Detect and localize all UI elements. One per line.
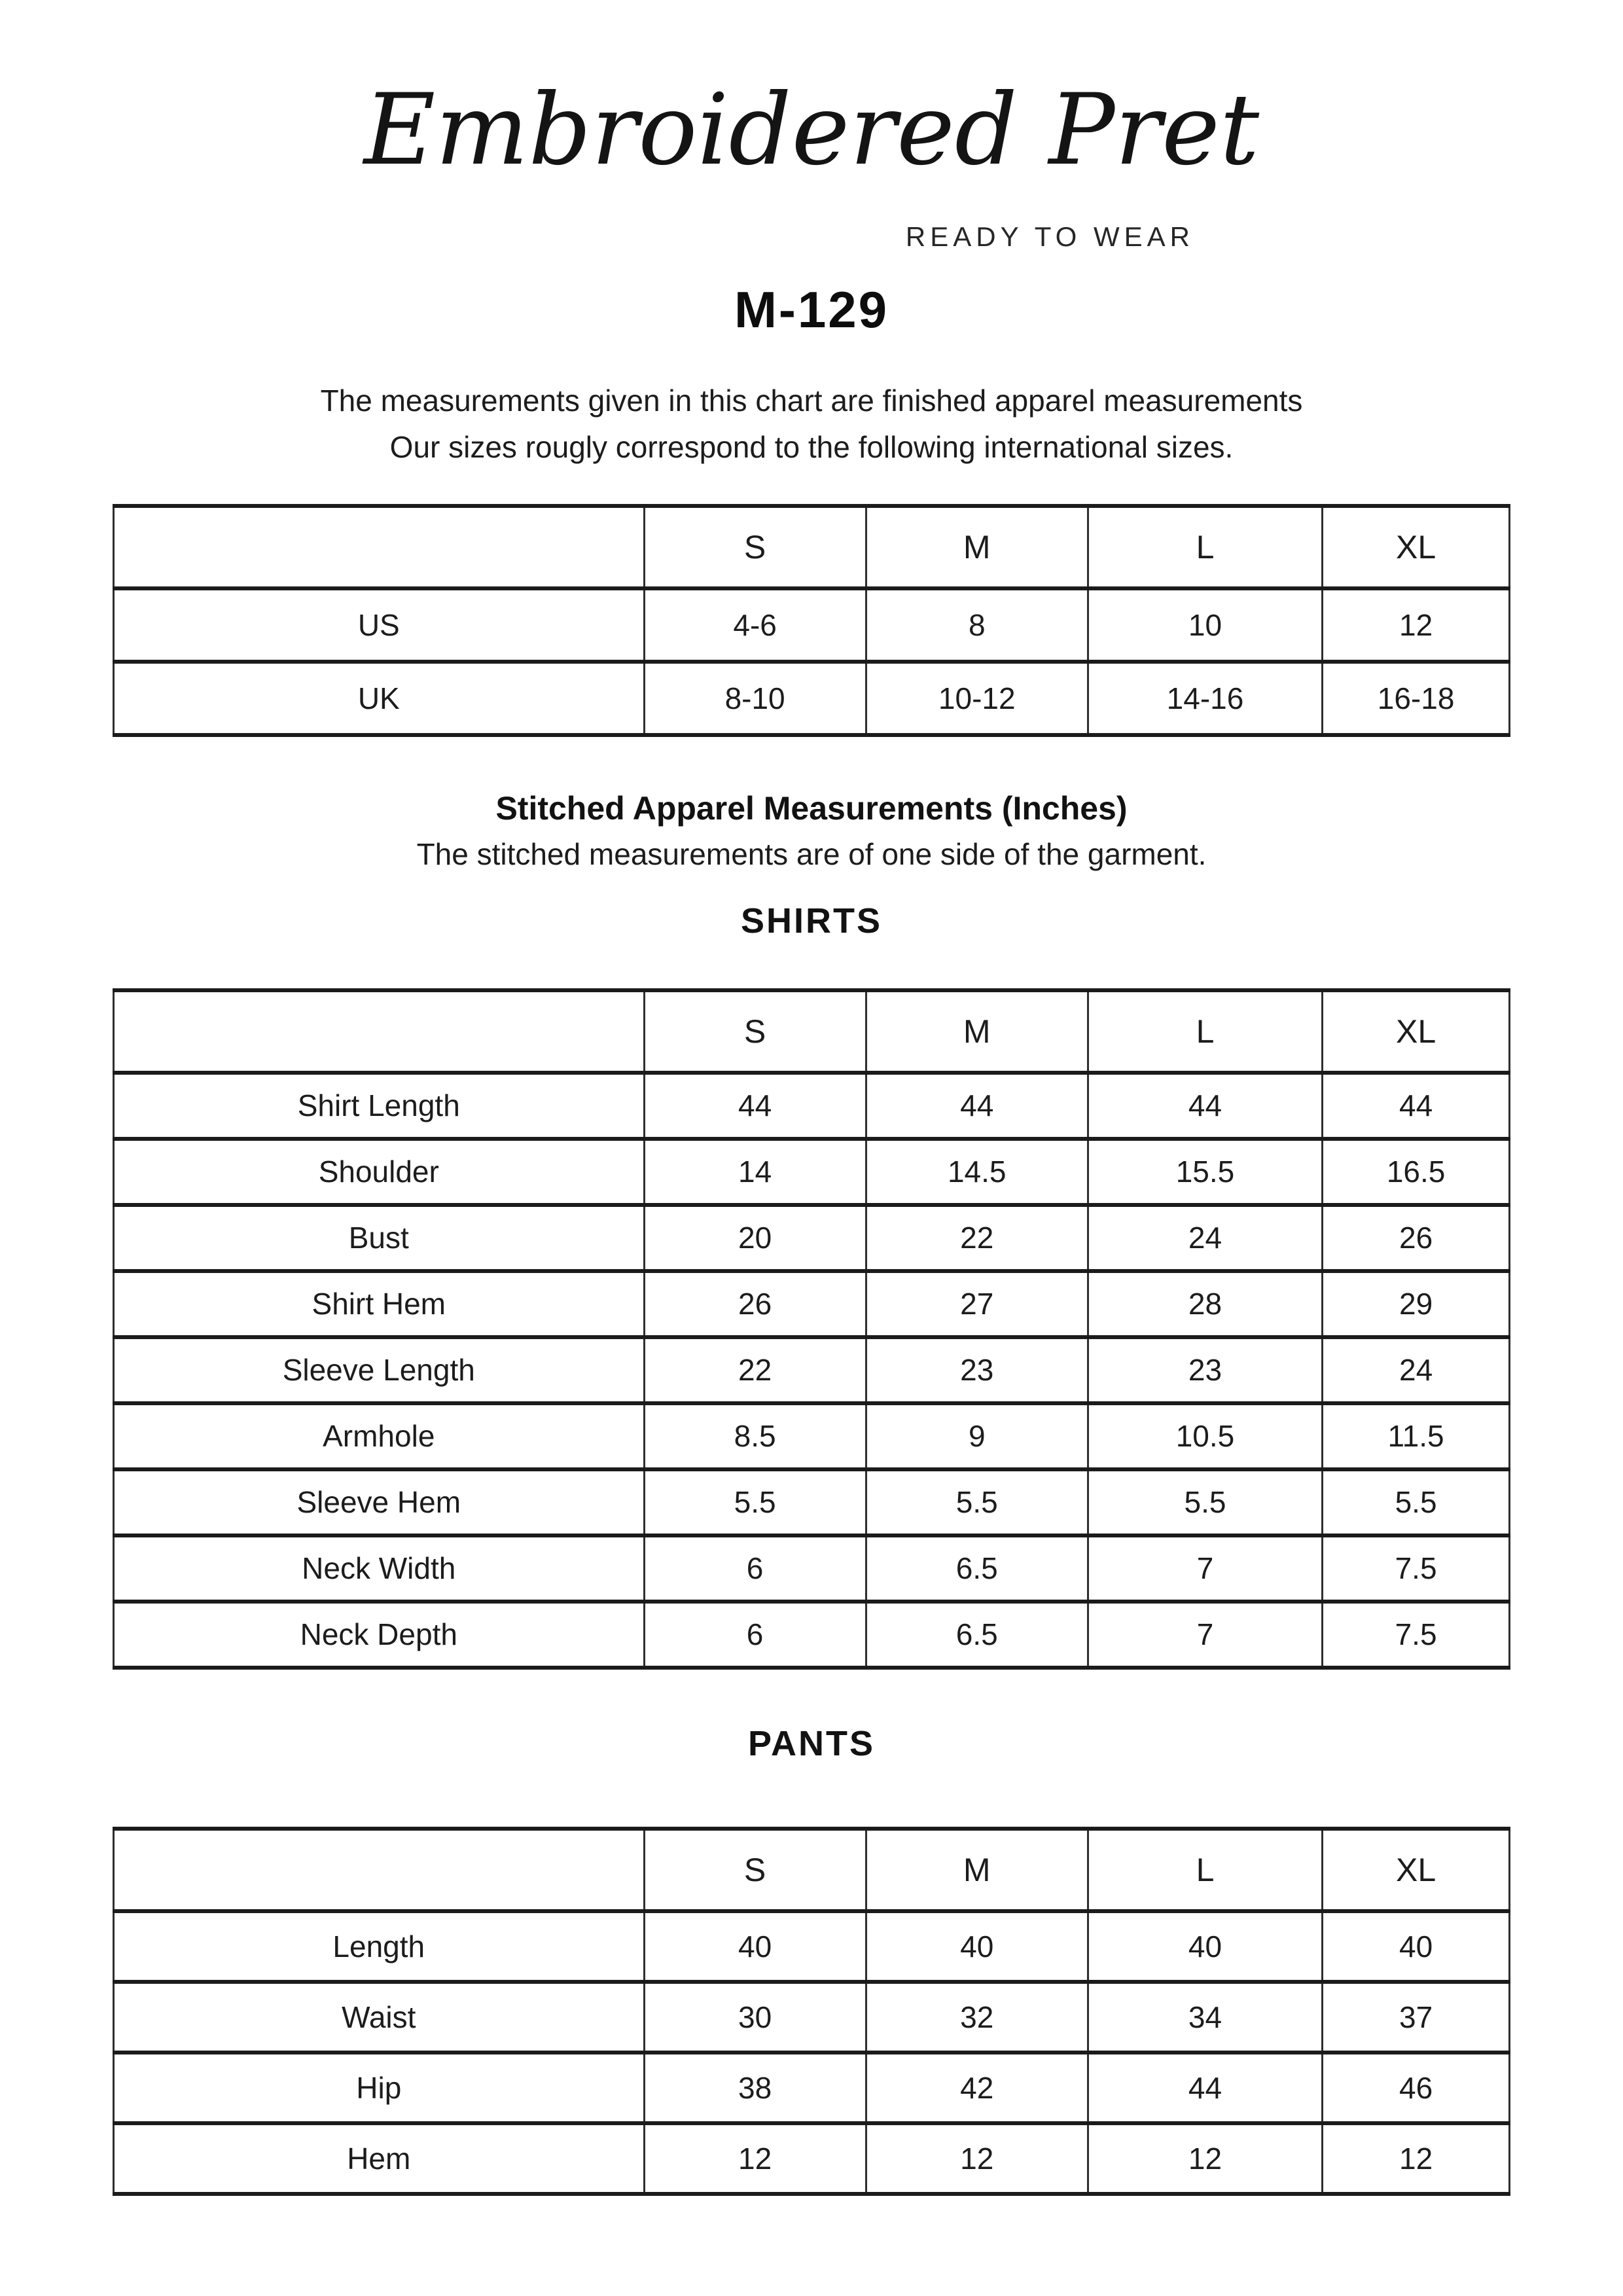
size-value-cell: 40 xyxy=(1323,1911,1510,1982)
size-value-cell: 40 xyxy=(1088,1911,1322,1982)
row-label: Hip xyxy=(114,2053,645,2123)
size-value-cell: 28 xyxy=(1088,1271,1322,1337)
size-value-cell: 22 xyxy=(866,1205,1088,1271)
size-value-cell: 44 xyxy=(644,1073,866,1139)
size-column-header: M xyxy=(866,506,1088,588)
size-column-header: L xyxy=(1088,990,1322,1073)
size-value-cell: 5.5 xyxy=(1323,1469,1510,1535)
size-value-cell: 37 xyxy=(1323,1982,1510,2053)
size-value-cell: 12 xyxy=(1323,2123,1510,2194)
size-column-header: L xyxy=(1088,506,1322,588)
size-column-header: L xyxy=(1088,1829,1322,1911)
size-value-cell: 6 xyxy=(644,1535,866,1602)
stitched-measurements-heading: Stitched Apparel Measurements (Inches) xyxy=(495,789,1128,827)
size-value-cell: 26 xyxy=(644,1271,866,1337)
brand-logo xyxy=(113,22,1510,253)
size-value-cell: 4-6 xyxy=(644,588,866,662)
size-value-cell: 44 xyxy=(1088,1073,1322,1139)
size-value-cell: 23 xyxy=(866,1337,1088,1403)
intro-line-2: Our sizes rougly correspond to the following international sizes. xyxy=(389,430,1234,465)
shirts-heading: SHIRTS xyxy=(740,901,883,941)
table-row xyxy=(114,2123,1510,2194)
table-header-row xyxy=(114,1829,1510,1911)
size-value-cell: 23 xyxy=(1088,1337,1322,1403)
table-row xyxy=(114,1469,1510,1535)
size-value-cell: 6 xyxy=(644,1602,866,1668)
row-label: Shirt Hem xyxy=(114,1271,645,1337)
size-value-cell: 40 xyxy=(644,1911,866,1982)
size-value-cell: 34 xyxy=(1088,1982,1322,2053)
size-value-cell: 9 xyxy=(866,1403,1088,1469)
international-size-table xyxy=(113,504,1510,737)
size-value-cell: 8 xyxy=(866,588,1088,662)
size-column-header: S xyxy=(644,990,866,1073)
size-value-cell: 32 xyxy=(866,1982,1088,2053)
size-value-cell: 24 xyxy=(1323,1337,1510,1403)
size-value-cell: 11.5 xyxy=(1323,1403,1510,1469)
size-column-header xyxy=(114,506,645,588)
size-value-cell: 16.5 xyxy=(1323,1139,1510,1205)
size-column-header: XL xyxy=(1323,990,1510,1073)
row-label: US xyxy=(114,588,645,662)
table-row xyxy=(114,1205,1510,1271)
size-value-cell: 5.5 xyxy=(1088,1469,1322,1535)
table-row xyxy=(114,1337,1510,1403)
size-value-cell: 16-18 xyxy=(1323,662,1510,735)
brand-logo-script-text: Embroidered Pret xyxy=(363,73,1260,187)
size-value-cell: 14 xyxy=(644,1139,866,1205)
size-value-cell: 10-12 xyxy=(866,662,1088,735)
size-column-header xyxy=(114,990,645,1073)
size-value-cell: 46 xyxy=(1323,2053,1510,2123)
size-value-cell: 5.5 xyxy=(866,1469,1088,1535)
table-row xyxy=(114,1073,1510,1139)
row-label: Waist xyxy=(114,1982,645,2053)
size-value-cell: 24 xyxy=(1088,1205,1322,1271)
article-code: M-129 xyxy=(734,281,889,338)
shirts-measurements-table xyxy=(113,988,1510,1670)
size-value-cell: 42 xyxy=(866,2053,1088,2123)
brand-tagline: READY TO WEAR xyxy=(905,221,1194,252)
size-value-cell: 8-10 xyxy=(644,662,866,735)
size-value-cell: 27 xyxy=(866,1271,1088,1337)
size-value-cell: 38 xyxy=(644,2053,866,2123)
size-value-cell: 44 xyxy=(1088,2053,1322,2123)
size-value-cell: 20 xyxy=(644,1205,866,1271)
size-value-cell: 26 xyxy=(1323,1205,1510,1271)
size-value-cell: 12 xyxy=(866,2123,1088,2194)
size-value-cell: 8.5 xyxy=(644,1403,866,1469)
size-column-header: XL xyxy=(1323,1829,1510,1911)
size-column-header: M xyxy=(866,990,1088,1073)
size-value-cell: 44 xyxy=(866,1073,1088,1139)
size-value-cell: 7 xyxy=(1088,1602,1322,1668)
size-value-cell: 5.5 xyxy=(644,1469,866,1535)
size-value-cell: 10 xyxy=(1088,588,1322,662)
table-header-row xyxy=(114,506,1510,588)
size-column-header: XL xyxy=(1323,506,1510,588)
table-row xyxy=(114,662,1510,735)
row-label: Bust xyxy=(114,1205,645,1271)
size-column-header: M xyxy=(866,1829,1088,1911)
table-row xyxy=(114,1535,1510,1602)
size-column-header: S xyxy=(644,1829,866,1911)
row-label: Armhole xyxy=(114,1403,645,1469)
size-value-cell: 15.5 xyxy=(1088,1139,1322,1205)
size-value-cell: 30 xyxy=(644,1982,866,2053)
table-row xyxy=(114,1271,1510,1337)
pants-measurements-table xyxy=(113,1827,1510,2196)
table-row xyxy=(114,1403,1510,1469)
size-value-cell: 14-16 xyxy=(1088,662,1322,735)
row-label: Neck Depth xyxy=(114,1602,645,1668)
size-value-cell: 12 xyxy=(1323,588,1510,662)
table-row xyxy=(114,1982,1510,2053)
row-label: Length xyxy=(114,1911,645,1982)
size-value-cell: 12 xyxy=(1088,2123,1322,2194)
table-row xyxy=(114,588,1510,662)
table-row xyxy=(114,2053,1510,2123)
size-value-cell: 40 xyxy=(866,1911,1088,1982)
size-value-cell: 14.5 xyxy=(866,1139,1088,1205)
size-value-cell: 44 xyxy=(1323,1073,1510,1139)
size-value-cell: 10.5 xyxy=(1088,1403,1322,1469)
row-label: Sleeve Length xyxy=(114,1337,645,1403)
size-value-cell: 12 xyxy=(644,2123,866,2194)
size-value-cell: 22 xyxy=(644,1337,866,1403)
size-value-cell: 7 xyxy=(1088,1535,1322,1602)
stitched-measurements-note: The stitched measurements are of one side of the garment. xyxy=(416,836,1207,871)
size-value-cell: 7.5 xyxy=(1323,1602,1510,1668)
table-row xyxy=(114,1139,1510,1205)
table-row xyxy=(114,1602,1510,1668)
size-column-header xyxy=(114,1829,645,1911)
row-label: Sleeve Hem xyxy=(114,1469,645,1535)
row-label: UK xyxy=(114,662,645,735)
table-header-row xyxy=(114,990,1510,1073)
size-value-cell: 29 xyxy=(1323,1271,1510,1337)
size-column-header: S xyxy=(644,506,866,588)
size-value-cell: 6.5 xyxy=(866,1602,1088,1668)
size-value-cell: 6.5 xyxy=(866,1535,1088,1602)
intro-paragraph xyxy=(113,378,1510,471)
row-label: Hem xyxy=(114,2123,645,2194)
pants-heading: PANTS xyxy=(747,1723,875,1763)
row-label: Shirt Length xyxy=(114,1073,645,1139)
table-row xyxy=(114,1911,1510,1982)
row-label: Shoulder xyxy=(114,1139,645,1205)
size-value-cell: 7.5 xyxy=(1323,1535,1510,1602)
row-label: Neck Width xyxy=(114,1535,645,1602)
intro-line-1: The measurements given in this chart are finished apparel measurements xyxy=(320,384,1303,418)
